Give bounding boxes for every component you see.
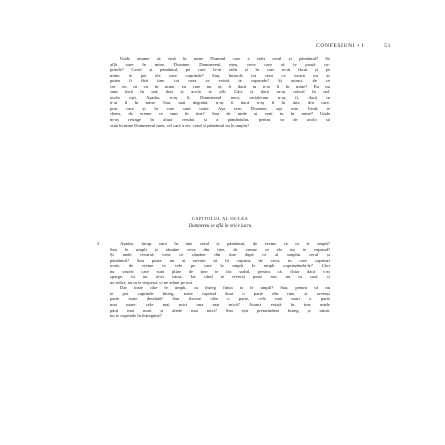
text-line: cer eu să vii în mine, eu care nu aș fi dacă tu n-ai fi în mine? Eu nu — [110, 83, 330, 89]
chapter-title: Dumnezeu se află în orice lucru — [188, 224, 252, 229]
paragraph-2 — [110, 241, 330, 319]
text-line: parte toate deodată? Sau fiecare câte o parte, cele mai mari o parte — [110, 296, 330, 302]
text-line: nu te cuprinde în întregime? — [110, 313, 162, 319]
chapter-label: CAPITOLUL AL III-LEA — [191, 216, 249, 221]
text-line: Așadar, încap oare în tine cerul și pământul, de vreme ce tu le umpli? — [120, 241, 330, 246]
text-line: mine, te pot ele oare cuprinde? Sau, întrucât tot ceea ce există nu ar — [110, 72, 330, 78]
running-title: CONFESIUNI • I — [316, 43, 365, 49]
text-line: chem, de vreme ce sunt în tine? Sau de unde ai veni tu în mine? Unde — [110, 111, 330, 117]
text-line: toate, de vreme ce cele pe care le umpli le umpli cuprinzându-le? Căci — [110, 263, 330, 269]
text-line: ne ridici; nu tu te risipești, ci ne aduni pe noi. — [110, 279, 194, 285]
text-line: putea fi fără tine, tot ceea ce există te cuprinde? Și atunci, de ce — [110, 78, 330, 84]
text-line: acolo ești. Așadar, n-aș fi, Dumnezeul meu, nicidecum n-aș fi, dacă tu — [110, 94, 330, 100]
text-line: te pot cuprinde întreg, toate cuprind doar o parte din tine, și aceeași — [110, 290, 330, 296]
text-line: Dar toate câte le umpli, cu întreg ființa ta le umpli? Sau, pentru că nu — [120, 285, 330, 291]
text-line: părți mai mari și altele mai mici? Sau ești pretutindeni întreg și nimic — [110, 307, 330, 313]
paragraph-1 — [110, 56, 330, 128]
text-line: prin care și în care sunt toate. Așa este, Doamne, așa este. Unde te — [110, 105, 330, 111]
text-line: nu vasele care sunt pline de tine te fac stabil, pentru că, chiar dacă s-ar — [110, 268, 330, 274]
marginal-paragraph-number: 3 — [97, 241, 100, 246]
text-line: prinde? Cerul și pământul, pe care le-ai zidit și în care m-ai făcut și pe — [110, 67, 330, 73]
text-line: mai mare, cele mai mici una mai mică? Atunci există în tine unele — [110, 302, 330, 308]
text-line: sparge, tu nu te-ai vărsa. Iar când te reverși peste noi, nu tu cazi, ci — [110, 274, 330, 280]
text-line: vină în mine Dumnezeul meu, cel care a zis: cerul și pământul eu le umplu? — [110, 122, 250, 128]
text-line: Unde anume să vină în mine Domnul care a zidit cerul și pământul? Se — [120, 56, 330, 61]
text-line: pământul? Sau poate nu ai nevoie să fii cuprins de ceva, tu care cuprinzi — [110, 257, 330, 263]
text-line: n-ai fi în mine. Sau, mai degrabă, n-aș fi dacă n-aș fi în tine, din care, — [110, 100, 330, 106]
text-line: Sau le umpli și rămâne ceva din tine, de vreme ce ele nu te cuprind? — [110, 246, 330, 252]
text-line: Și unde revarsă ceea ce rămâne din tine după ce ai umplut cerul și — [110, 252, 330, 258]
text-line: află oare în mine, Doamne, Dumnezeul meu, ceva care să te poată cu- — [110, 61, 330, 67]
text-line: sunt încă în iad, deși și acolo te afli. Căci și dacă m-aș coborî în iad, — [110, 89, 330, 95]
text-line: m-aș retrage în afara cerului și a pământului, pentru ca de acolo să — [110, 117, 330, 123]
page-number: 51 — [384, 43, 392, 49]
running-head — [316, 43, 391, 49]
